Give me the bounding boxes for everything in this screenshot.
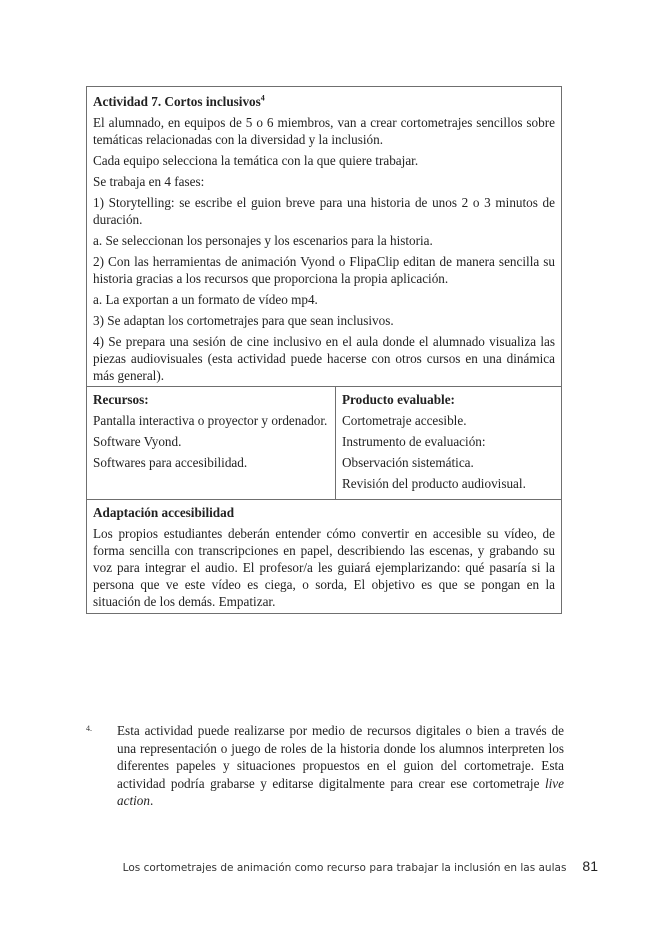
footnote-text xyxy=(117,722,564,810)
product-cell xyxy=(336,387,561,499)
adaptation-text: Los propios estudiantes deberán entender cómo convertir en accesible su vídeo, de forma sencilla con transcripciones en papel, describiendo las escenas, y grabando su voz para integrar el audio. El profesor/a les guiará ejemplarizando: qué pasaría si la persona que ve este vídeo es ciega, o sorda, El objetivo es que se pongan en la situación de los demás. Empatizar. xyxy=(93,526,555,609)
footnote-reference: 4 xyxy=(260,93,265,103)
activity-paragraph: El alumnado, en equipos de 5 o 6 miembros, van a crear cortometrajes sencillos sobre temáticas relacionadas con la diversidad y la inclusión. xyxy=(93,115,555,147)
product-item: Cortometraje accesible. xyxy=(342,413,467,428)
adaptation-cell xyxy=(87,500,561,613)
activity-paragraph: a. Se seleccionan los personajes y los escenarios para la historia. xyxy=(93,233,433,248)
resources-heading: Recursos: xyxy=(93,392,149,407)
page-footer xyxy=(123,858,598,874)
activity-description-cell xyxy=(87,87,561,387)
product-item: Instrumento de evaluación: xyxy=(342,434,486,449)
footnote-end: . xyxy=(149,793,154,808)
activity-paragraph: 2) Con las herramientas de animación Vyond o FlipaClip editan de manera sencilla su historia gracias a los recursos que proporciona la propia aplicación. xyxy=(93,254,555,286)
product-item: Observación sistemática. xyxy=(342,455,474,470)
activity-title xyxy=(93,93,555,110)
resources-cell xyxy=(87,387,336,499)
adaptation-heading: Adaptación accesibilidad xyxy=(93,505,235,520)
product-item: Revisión del producto audiovisual. xyxy=(342,476,526,491)
footnote-body: Esta actividad puede realizarse por medio de recursos digitales o bien a través de una representación o juego de roles de la historia donde los alumnos interpreten los diferentes papeles y situaciones propuestos en el guion del cortometraje. Esta actividad podría grabarse y editarse digitalmente para crear ese cortometraje xyxy=(117,723,564,791)
page-number: 81 xyxy=(582,858,598,874)
activity-title-text: Actividad 7. Cortos inclusivos xyxy=(93,94,261,109)
product-heading: Producto evaluable: xyxy=(342,392,455,407)
activity-paragraph: 1) Storytelling: se escribe el guion breve para una historia de unos 2 o 3 minutos de duración. xyxy=(93,195,555,227)
activity-paragraph: a. La exportan a un formato de vídeo mp4. xyxy=(93,292,318,307)
activity-paragraph: Cada equipo selecciona la temática con la que quiere trabajar. xyxy=(93,153,419,168)
resources-product-row xyxy=(87,387,561,500)
resource-item: Software Vyond. xyxy=(93,434,182,449)
activity-paragraph: 4) Se prepara una sesión de cine inclusivo en el aula donde el alumnado visualiza las piezas audiovisuales (esta actividad puede hacerse con otros cursos en una dinámica más general). xyxy=(93,334,555,383)
activity-table xyxy=(86,86,562,614)
resource-item: Pantalla interactiva o proyector y ordenador. xyxy=(93,413,328,428)
resource-item: Softwares para accesibilidad. xyxy=(93,455,248,470)
footnote-italic: live action xyxy=(117,775,564,808)
footnote-number: 4. xyxy=(86,724,92,733)
running-title: Los cortometrajes de animación como recurso para trabajar la inclusión en las aulas xyxy=(122,862,567,874)
activity-paragraph: 3) Se adaptan los cortometrajes para que sean inclusivos. xyxy=(93,313,394,328)
footnote xyxy=(86,722,564,810)
activity-paragraph: Se trabaja en 4 fases: xyxy=(93,174,205,189)
